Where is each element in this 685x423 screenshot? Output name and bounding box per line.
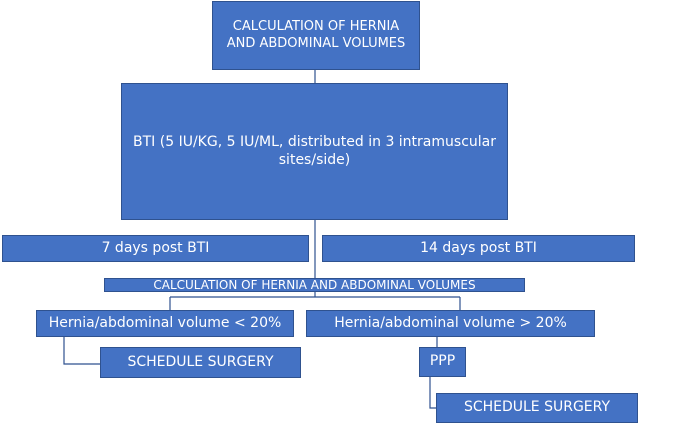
volume-under-20-box: Hernia/abdominal volume < 20%: [36, 310, 294, 337]
day7-box: 7 days post BTI: [2, 235, 309, 262]
calc-volumes-mid-box: CALCULATION OF HERNIA AND ABDOMINAL VOLUMES: [104, 278, 525, 292]
bti-box: BTI (5 IU/KG, 5 IU/ML, distributed in 3 intramuscular sites/side): [121, 83, 508, 220]
schedule-surgery-left-box: SCHEDULE SURGERY: [100, 347, 301, 378]
schedule-surgery-right-box: SCHEDULE SURGERY: [436, 393, 638, 423]
day14-box: 14 days post BTI: [322, 235, 635, 262]
connector-vol-lt-to-surgery: [64, 337, 100, 364]
volume-over-20-box: Hernia/abdominal volume > 20%: [306, 310, 595, 337]
ppp-box: PPP: [419, 347, 466, 377]
calc-volumes-top-box: CALCULATION OF HERNIA AND ABDOMINAL VOLUMES: [212, 1, 420, 70]
